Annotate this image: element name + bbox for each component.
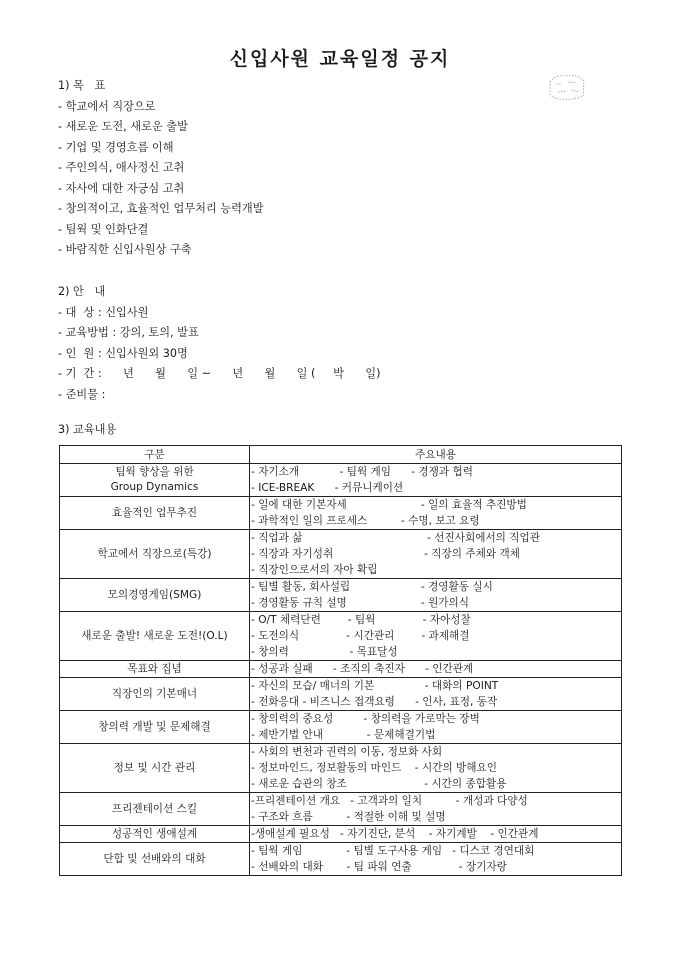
content-line: - 창의력의 중요성 - 창의력을 가로막는 장벽	[251, 713, 480, 725]
objective-item: - 팀웍 및 인화단결	[58, 222, 149, 236]
info-item: - 준비물 :	[58, 387, 106, 401]
info-item: - 인 원 : 신입사원외 30명	[58, 346, 188, 360]
content-cell	[250, 826, 622, 843]
category-label: 정보 및 시간 관리	[113, 761, 196, 774]
content-line: - 직장인으로서의 자아 확립	[251, 564, 378, 576]
table-header-row	[60, 446, 622, 464]
objective-item: - 기업 및 경영흐름 이해	[58, 140, 174, 154]
info-heading: 2) 안 내	[58, 285, 106, 298]
table-row	[60, 678, 622, 711]
info-item: - 대 상 : 신입사원	[58, 305, 149, 319]
content-line: - O/T 체력단련 - 팀웍 - 자아성찰	[251, 614, 471, 626]
category-cell	[60, 711, 250, 744]
category-cell	[60, 612, 250, 661]
content-cell	[250, 843, 622, 876]
curriculum-table	[59, 445, 622, 876]
content-cell	[250, 744, 622, 793]
content-line: - 제반기법 안내 - 문제해결기법	[251, 729, 436, 741]
table-row	[60, 497, 622, 530]
category-label: 학교에서 직장으로(특강)	[97, 547, 212, 560]
content-cell	[250, 711, 622, 744]
content-line: -생애설계 필요성 - 자기진단, 분석 - 자기계발 - 인간관계	[251, 828, 539, 840]
category-label: 성공적인 생애설계	[111, 827, 198, 840]
category-cell	[60, 464, 250, 497]
stamp-mark-icon	[546, 72, 588, 102]
category-cell	[60, 497, 250, 530]
category-cell	[60, 530, 250, 579]
category-cell	[60, 661, 250, 678]
category-label: Group Dynamics	[110, 481, 199, 493]
content-line: - 전화응대 - 비즈니스 접객요령 - 인사, 표정, 동작	[251, 696, 498, 708]
content-line: - 팀별 활동, 회사설립 - 경영활동 실시	[251, 581, 493, 593]
content-cell	[250, 793, 622, 826]
contents-section	[58, 420, 116, 441]
objective-item: - 창의적이고, 효율적인 업무처리 능력개발	[58, 202, 264, 215]
content-line: - 도전의식 - 시간관리 - 과제해결	[251, 630, 470, 642]
info-section	[58, 282, 380, 405]
category-label: 목표와 집념	[127, 662, 182, 675]
table-row	[60, 579, 622, 612]
content-line: - 팀웍 게임 - 팀별 도구사용 게임 - 디스코 경연대회	[251, 845, 535, 857]
table-row	[60, 711, 622, 744]
header-content: 주요내용	[250, 446, 622, 464]
table-row	[60, 612, 622, 661]
info-item: - 기 간 : 년 월 일 ~ 년 월 일 ( 박 일)	[58, 367, 381, 380]
objectives-section	[58, 76, 264, 261]
content-line: - 직업과 삶 - 선진사회에서의 직업관	[251, 532, 540, 544]
table-row	[60, 793, 622, 826]
content-line: - 구조와 흐름 - 적절한 이해 및 설명	[251, 811, 446, 823]
info-item: - 교육방법 : 강의, 토의, 발표	[58, 326, 199, 339]
page-title: 신입사원 교육일정 공지	[229, 48, 451, 70]
content-cell	[250, 678, 622, 711]
category-label: 단합 및 선배와의 대화	[103, 852, 206, 865]
category-cell	[60, 826, 250, 843]
content-line: -프리젠테이션 개요 - 고객과의 일치 - 개성과 다양성	[251, 795, 528, 807]
category-cell	[60, 678, 250, 711]
category-label: 창의력 개발 및 문제해결	[98, 720, 211, 733]
content-cell	[250, 464, 622, 497]
content-line: - 새로운 습관의 창조 - 시간의 종합활용	[251, 778, 507, 790]
category-cell	[60, 843, 250, 876]
content-line: - 선배와의 대화 - 팀 파워 연출 - 장기자랑	[251, 861, 507, 873]
content-cell	[250, 497, 622, 530]
content-cell	[250, 661, 622, 678]
content-line: - 자기소개 - 팀웍 게임 - 경쟁과 협력	[251, 466, 473, 478]
table-row	[60, 661, 622, 678]
table-row	[60, 744, 622, 793]
category-label: 직장인의 기본매너	[111, 687, 198, 700]
contents-heading: 3) 교육내용	[58, 423, 117, 436]
content-line: - 성공과 실패 - 조직의 축진자 - 인간관계	[251, 663, 474, 675]
objective-item: - 자사에 대한 자긍심 고취	[58, 181, 185, 195]
objective-item: - 주인의식, 애사정신 고취	[58, 161, 185, 174]
content-line: - 직장과 자기성취 - 직장의 주체와 객체	[251, 548, 520, 560]
table-row	[60, 826, 622, 843]
table-row	[60, 530, 622, 579]
category-label: 새로운 출발! 새로운 도전!(O.L)	[81, 629, 228, 642]
content-line: - 창의력 - 목표달성	[251, 646, 398, 658]
category-cell	[60, 579, 250, 612]
category-label: 팀웍 향상을 위한	[115, 466, 194, 478]
objective-item: - 새로운 도전, 새로운 출발	[58, 120, 188, 133]
content-cell	[250, 530, 622, 579]
content-line: - 일에 대한 기본자세 - 일의 효율적 추진방법	[251, 499, 527, 511]
objectives-heading: 1) 목 표	[58, 79, 106, 92]
content-line: - 과학적인 일의 프로세스 - 수명, 보고 요령	[251, 515, 480, 527]
category-cell	[60, 744, 250, 793]
content-line: - ICE-BREAK - 커뮤니케이션	[251, 482, 404, 494]
objective-item: - 학교에서 직장으로	[58, 99, 156, 113]
category-label: 효율적인 업무추진	[111, 506, 198, 519]
content-cell	[250, 612, 622, 661]
header-category: 구분	[60, 446, 250, 464]
category-label: 프리젠테이션 스킬	[111, 802, 198, 815]
category-label: 모의경영게임(SMG)	[107, 588, 202, 601]
table-row	[60, 464, 622, 497]
table-row	[60, 843, 622, 876]
content-line: - 사회의 변천과 권력의 이동, 정보화 사회	[251, 746, 443, 758]
objective-item: - 바람직한 신입사원상 구축	[58, 243, 192, 256]
content-line: - 정보마인드, 정보활동의 마인드 - 시간의 방해요인	[251, 762, 497, 774]
category-cell	[60, 793, 250, 826]
content-line: - 자신의 모습/ 매너의 기본 - 대화의 POINT	[251, 680, 499, 692]
content-cell	[250, 579, 622, 612]
content-line: - 경영활동 규칙 설명 - 원가의식	[251, 597, 470, 609]
